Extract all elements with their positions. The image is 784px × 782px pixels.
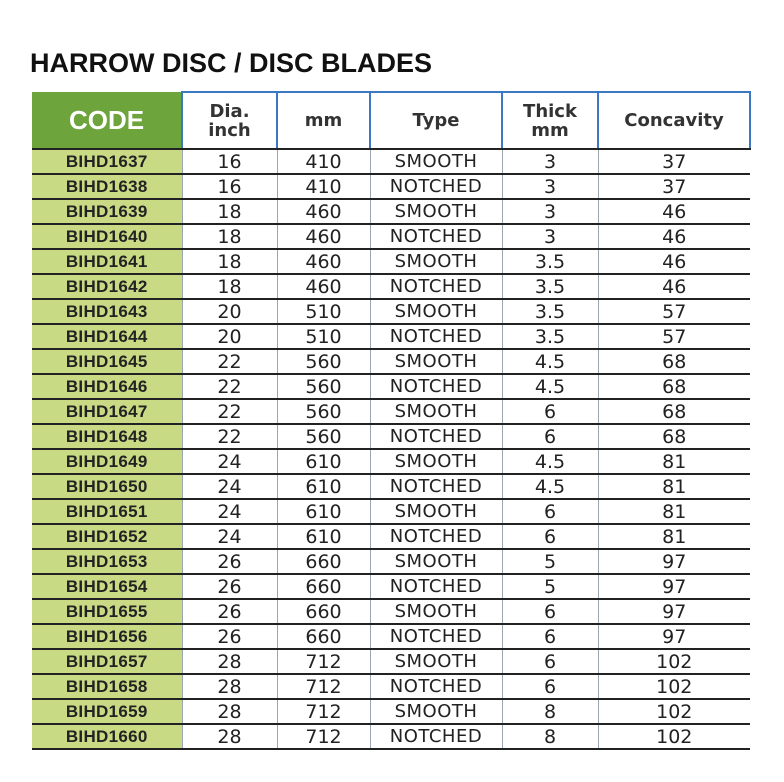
- mm-cell: 712: [277, 724, 370, 749]
- type-cell: NOTCHED: [370, 374, 502, 399]
- mm-cell: 610: [277, 474, 370, 499]
- dia-inch-cell: 22: [182, 349, 277, 374]
- thick-mm-cell: 6: [502, 499, 598, 524]
- mm-cell: 660: [277, 624, 370, 649]
- mm-cell: 560: [277, 349, 370, 374]
- mm-cell: 660: [277, 599, 370, 624]
- table-row: [32, 424, 750, 449]
- thick-mm-cell: 3: [502, 149, 598, 174]
- concavity-cell: 81: [598, 474, 750, 499]
- column-header-thick-mm: [502, 92, 598, 149]
- dia-inch-cell: 28: [182, 699, 277, 724]
- mm-cell: 560: [277, 399, 370, 424]
- thick-mm-cell: 6: [502, 599, 598, 624]
- table-row: [32, 249, 750, 274]
- table-row: [32, 499, 750, 524]
- type-cell: SMOOTH: [370, 349, 502, 374]
- code-cell: BIHD1644: [32, 324, 182, 349]
- table-row: [32, 599, 750, 624]
- code-cell: BIHD1660: [32, 724, 182, 749]
- code-cell: BIHD1653: [32, 549, 182, 574]
- code-cell: BIHD1641: [32, 249, 182, 274]
- code-cell: BIHD1648: [32, 424, 182, 449]
- code-cell: BIHD1650: [32, 474, 182, 499]
- dia-inch-cell: 24: [182, 524, 277, 549]
- column-header-thick-line2: mm: [531, 119, 569, 141]
- concavity-cell: 97: [598, 599, 750, 624]
- code-cell: BIHD1639: [32, 199, 182, 224]
- concavity-cell: 68: [598, 374, 750, 399]
- disc-blade-spec-table: [32, 91, 751, 750]
- column-header-concavity: Concavity: [598, 92, 750, 149]
- code-cell: BIHD1658: [32, 674, 182, 699]
- dia-inch-cell: 22: [182, 399, 277, 424]
- dia-inch-cell: 18: [182, 199, 277, 224]
- mm-cell: 510: [277, 299, 370, 324]
- thick-mm-cell: 3.5: [502, 249, 598, 274]
- table-row: [32, 549, 750, 574]
- code-cell: BIHD1652: [32, 524, 182, 549]
- dia-inch-cell: 26: [182, 599, 277, 624]
- table-row: [32, 574, 750, 599]
- dia-inch-cell: 22: [182, 374, 277, 399]
- table-row: [32, 199, 750, 224]
- thick-mm-cell: 6: [502, 524, 598, 549]
- table-row: [32, 699, 750, 724]
- mm-cell: 610: [277, 524, 370, 549]
- dia-inch-cell: 28: [182, 649, 277, 674]
- type-cell: SMOOTH: [370, 449, 502, 474]
- concavity-cell: 68: [598, 349, 750, 374]
- table-header-row: [32, 92, 750, 149]
- table-row: [32, 674, 750, 699]
- mm-cell: 712: [277, 649, 370, 674]
- code-cell: BIHD1638: [32, 174, 182, 199]
- thick-mm-cell: 4.5: [502, 349, 598, 374]
- table-row: [32, 724, 750, 749]
- thick-mm-cell: 3.5: [502, 274, 598, 299]
- dia-inch-cell: 26: [182, 624, 277, 649]
- thick-mm-cell: 6: [502, 674, 598, 699]
- dia-inch-cell: 26: [182, 574, 277, 599]
- thick-mm-cell: 4.5: [502, 374, 598, 399]
- concavity-cell: 57: [598, 299, 750, 324]
- thick-mm-cell: 6: [502, 399, 598, 424]
- concavity-cell: 46: [598, 224, 750, 249]
- type-cell: SMOOTH: [370, 399, 502, 424]
- table-row: [32, 474, 750, 499]
- concavity-cell: 37: [598, 174, 750, 199]
- dia-inch-cell: 24: [182, 499, 277, 524]
- page-title: HARROW DISC / DISC BLADES: [30, 48, 433, 78]
- thick-mm-cell: 8: [502, 724, 598, 749]
- table-row: [32, 149, 750, 174]
- table-row: [32, 299, 750, 324]
- table-row: [32, 274, 750, 299]
- mm-cell: 660: [277, 549, 370, 574]
- code-cell: BIHD1643: [32, 299, 182, 324]
- table-row: [32, 524, 750, 549]
- type-cell: SMOOTH: [370, 549, 502, 574]
- dia-inch-cell: 24: [182, 474, 277, 499]
- table-row: [32, 324, 750, 349]
- concavity-cell: 46: [598, 274, 750, 299]
- type-cell: SMOOTH: [370, 149, 502, 174]
- concavity-cell: 57: [598, 324, 750, 349]
- type-cell: NOTCHED: [370, 574, 502, 599]
- concavity-cell: 46: [598, 199, 750, 224]
- dia-inch-cell: 28: [182, 674, 277, 699]
- table-row: [32, 374, 750, 399]
- dia-inch-cell: 24: [182, 449, 277, 474]
- mm-cell: 410: [277, 149, 370, 174]
- concavity-cell: 102: [598, 699, 750, 724]
- type-cell: SMOOTH: [370, 199, 502, 224]
- concavity-cell: 81: [598, 499, 750, 524]
- type-cell: NOTCHED: [370, 224, 502, 249]
- code-cell: BIHD1640: [32, 224, 182, 249]
- mm-cell: 610: [277, 449, 370, 474]
- table-row: [32, 399, 750, 424]
- type-cell: SMOOTH: [370, 499, 502, 524]
- code-cell: BIHD1654: [32, 574, 182, 599]
- dia-inch-cell: 18: [182, 224, 277, 249]
- table-body: [32, 149, 750, 749]
- code-cell: BIHD1645: [32, 349, 182, 374]
- dia-inch-cell: 22: [182, 424, 277, 449]
- dia-inch-cell: 26: [182, 549, 277, 574]
- code-cell: BIHD1647: [32, 399, 182, 424]
- table-row: [32, 624, 750, 649]
- dia-inch-cell: 18: [182, 249, 277, 274]
- column-header-thick-line1: Thick: [523, 100, 577, 122]
- dia-inch-cell: 16: [182, 174, 277, 199]
- table-row: [32, 449, 750, 474]
- concavity-cell: 97: [598, 624, 750, 649]
- type-cell: SMOOTH: [370, 299, 502, 324]
- code-cell: BIHD1659: [32, 699, 182, 724]
- type-cell: NOTCHED: [370, 424, 502, 449]
- concavity-cell: 81: [598, 524, 750, 549]
- concavity-cell: 97: [598, 549, 750, 574]
- mm-cell: 712: [277, 674, 370, 699]
- thick-mm-cell: 3: [502, 199, 598, 224]
- column-header-dia-line1: Dia.: [209, 100, 250, 122]
- concavity-cell: 102: [598, 724, 750, 749]
- type-cell: NOTCHED: [370, 474, 502, 499]
- mm-cell: 560: [277, 374, 370, 399]
- table-row: [32, 349, 750, 374]
- column-header-mm: mm: [277, 92, 370, 149]
- column-header-dia-line2: inch: [208, 119, 251, 141]
- thick-mm-cell: 5: [502, 574, 598, 599]
- concavity-cell: 102: [598, 674, 750, 699]
- mm-cell: 560: [277, 424, 370, 449]
- table-row: [32, 649, 750, 674]
- column-header-code: CODE: [32, 92, 182, 149]
- mm-cell: 510: [277, 324, 370, 349]
- dia-inch-cell: 18: [182, 274, 277, 299]
- mm-cell: 660: [277, 574, 370, 599]
- type-cell: SMOOTH: [370, 599, 502, 624]
- type-cell: NOTCHED: [370, 624, 502, 649]
- table-row: [32, 224, 750, 249]
- concavity-cell: 68: [598, 399, 750, 424]
- mm-cell: 712: [277, 699, 370, 724]
- mm-cell: 410: [277, 174, 370, 199]
- dia-inch-cell: 28: [182, 724, 277, 749]
- code-cell: BIHD1642: [32, 274, 182, 299]
- thick-mm-cell: 4.5: [502, 449, 598, 474]
- code-cell: BIHD1656: [32, 624, 182, 649]
- type-cell: NOTCHED: [370, 674, 502, 699]
- column-header-type: Type: [370, 92, 502, 149]
- type-cell: NOTCHED: [370, 324, 502, 349]
- thick-mm-cell: 6: [502, 649, 598, 674]
- concavity-cell: 102: [598, 649, 750, 674]
- table-row: [32, 174, 750, 199]
- type-cell: SMOOTH: [370, 649, 502, 674]
- type-cell: NOTCHED: [370, 174, 502, 199]
- thick-mm-cell: 3.5: [502, 299, 598, 324]
- mm-cell: 460: [277, 249, 370, 274]
- dia-inch-cell: 20: [182, 324, 277, 349]
- type-cell: NOTCHED: [370, 274, 502, 299]
- mm-cell: 610: [277, 499, 370, 524]
- type-cell: NOTCHED: [370, 524, 502, 549]
- thick-mm-cell: 8: [502, 699, 598, 724]
- type-cell: SMOOTH: [370, 249, 502, 274]
- thick-mm-cell: 3: [502, 224, 598, 249]
- concavity-cell: 81: [598, 449, 750, 474]
- mm-cell: 460: [277, 224, 370, 249]
- code-cell: BIHD1637: [32, 149, 182, 174]
- concavity-cell: 37: [598, 149, 750, 174]
- mm-cell: 460: [277, 274, 370, 299]
- code-cell: BIHD1655: [32, 599, 182, 624]
- thick-mm-cell: 3: [502, 174, 598, 199]
- concavity-cell: 68: [598, 424, 750, 449]
- code-cell: BIHD1646: [32, 374, 182, 399]
- thick-mm-cell: 5: [502, 549, 598, 574]
- thick-mm-cell: 6: [502, 624, 598, 649]
- code-cell: BIHD1657: [32, 649, 182, 674]
- type-cell: SMOOTH: [370, 699, 502, 724]
- code-cell: BIHD1649: [32, 449, 182, 474]
- code-cell: BIHD1651: [32, 499, 182, 524]
- concavity-cell: 46: [598, 249, 750, 274]
- dia-inch-cell: 20: [182, 299, 277, 324]
- dia-inch-cell: 16: [182, 149, 277, 174]
- mm-cell: 460: [277, 199, 370, 224]
- concavity-cell: 97: [598, 574, 750, 599]
- thick-mm-cell: 6: [502, 424, 598, 449]
- thick-mm-cell: 3.5: [502, 324, 598, 349]
- type-cell: NOTCHED: [370, 724, 502, 749]
- column-header-dia-inch: [182, 92, 277, 149]
- thick-mm-cell: 4.5: [502, 474, 598, 499]
